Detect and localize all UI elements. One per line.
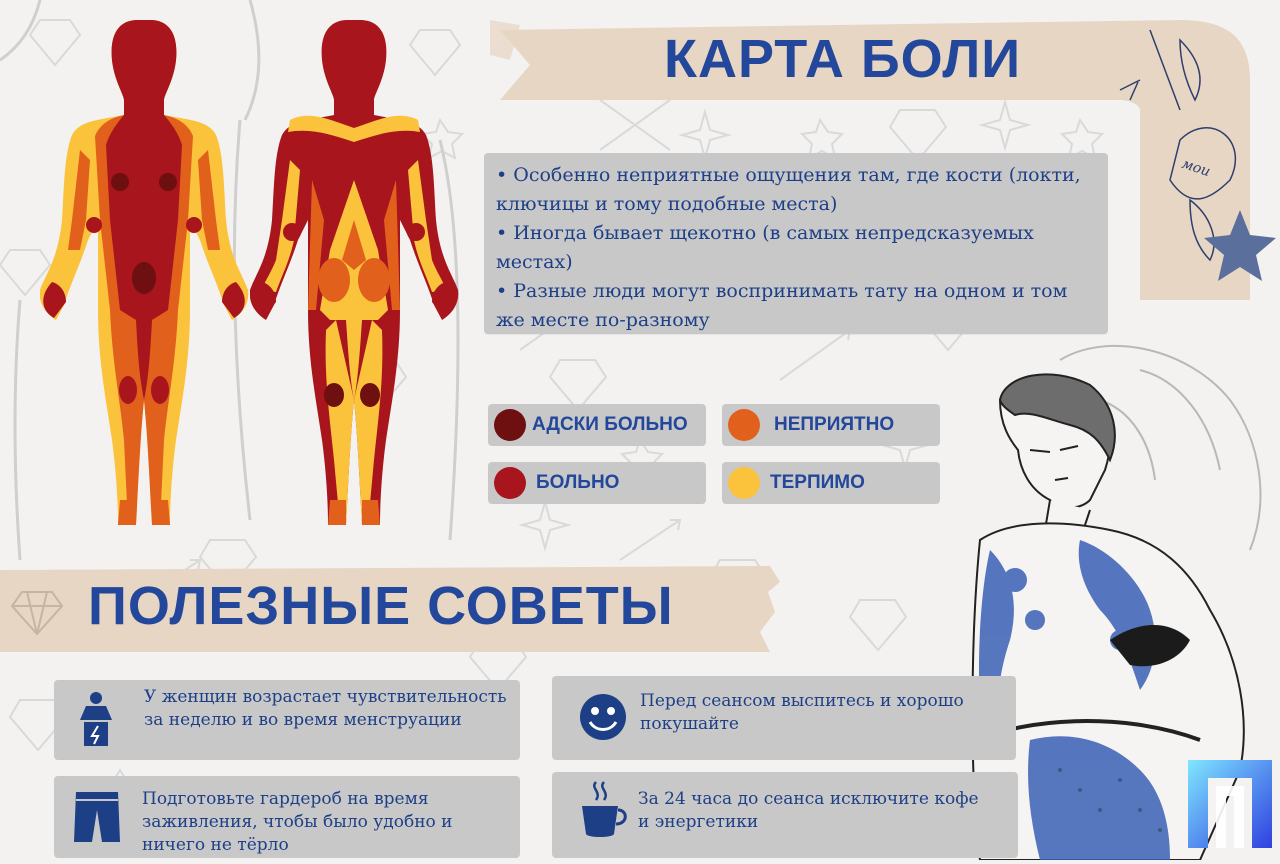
legend-label: БОЛЬНО	[536, 472, 620, 493]
pain-note-2: • Иногда бывает щекотно (в самых непредсказуемых местах)	[496, 222, 1034, 273]
legend-dot-painful	[494, 467, 526, 499]
tips-title: ПОЛЕЗНЫЕ СОВЕТЫ	[88, 576, 674, 636]
tip-card-women-sensitivity	[54, 680, 520, 760]
body-pain-map-front	[40, 20, 250, 530]
shorts-icon	[72, 790, 122, 846]
tip-text: Перед сеансом выспитесь и хорошо покушайте	[640, 691, 964, 734]
pain-map-title: КАРТА БОЛИ	[664, 29, 1022, 89]
pain-notes-panel	[484, 153, 1108, 334]
tip-card-coffee	[552, 772, 1018, 858]
legend-dot-unpleasant	[728, 409, 760, 441]
smiley-icon	[578, 692, 628, 742]
legend-item-unpleasant	[722, 404, 940, 446]
tip-text: За 24 часа до сеанса исключите кофе и энергетики	[638, 789, 979, 832]
body-pain-map-back	[250, 20, 460, 530]
legend-label: АДСКИ БОЛЬНО	[532, 414, 688, 435]
pain-note-3: • Разные люди могут воспринимать тату на одном и том же месте по-разному	[496, 280, 1068, 331]
tip-card-sleep-eat	[552, 676, 1016, 760]
legend-item-painful	[488, 462, 706, 504]
brand-logo	[1184, 756, 1276, 852]
tip-card-wardrobe	[54, 776, 520, 858]
legend-dot-hellish	[494, 409, 526, 441]
female-pain-icon	[76, 690, 116, 750]
heart-tattoo-text: мои	[1179, 155, 1213, 181]
pain-note-1: • Особенно неприятные ощущения там, где кости (локти, ключицы и тому подобные места)	[496, 164, 1081, 215]
coffee-cup-icon	[578, 778, 628, 842]
legend-label: НЕПРИЯТНО	[774, 414, 895, 435]
tip-text: У женщин возрастает чувствительность за неделю и во время менструации	[144, 687, 507, 730]
legend-dot-tolerable	[728, 467, 760, 499]
tip-text: Подготовьте гардероб на время заживления, чтобы было удобно и ничего не тёрло	[142, 789, 453, 855]
legend-item-hellish-pain	[488, 404, 706, 446]
legend-item-tolerable	[722, 462, 940, 504]
legend-label: ТЕРПИМО	[770, 472, 865, 493]
